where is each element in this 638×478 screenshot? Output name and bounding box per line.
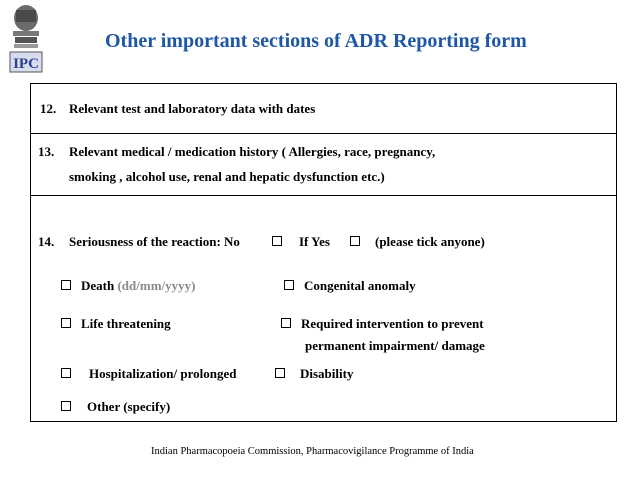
death-text: Death (81, 278, 115, 293)
life-threatening-checkbox[interactable] (61, 318, 71, 328)
required-intervention-line1: Required intervention to prevent (301, 316, 484, 331)
congenital-label: Congenital anomaly (304, 278, 416, 293)
section-14-row (31, 196, 616, 423)
congenital-checkbox[interactable] (284, 280, 294, 290)
hospitalization-checkbox[interactable] (61, 368, 71, 378)
death-label (81, 278, 195, 294)
section-13-row (31, 134, 616, 196)
death-date-format: (dd/mm/yyyy) (117, 278, 196, 293)
footer-text: Indian Pharmacopoeia Commission, Pharmacovigilance Programme of India (151, 446, 474, 457)
page-title: Other important sections of ADR Reporting form (105, 30, 527, 52)
svg-text:IPC: IPC (13, 56, 39, 72)
section-12-number: 12. (40, 101, 57, 116)
disability-checkbox[interactable] (275, 368, 285, 378)
required-intervention-checkbox[interactable] (281, 318, 291, 328)
death-checkbox[interactable] (61, 280, 71, 290)
other-label: Other (specify) (87, 399, 171, 414)
if-yes-label: If Yes (299, 234, 330, 249)
yes-checkbox[interactable] (350, 236, 360, 246)
ipc-logo (6, 2, 46, 76)
emblem-icon (6, 2, 46, 76)
section-12-row (31, 84, 616, 134)
tick-instruction: (please tick anyone) (375, 234, 485, 249)
life-threatening-label: Life threatening (81, 316, 171, 331)
other-checkbox[interactable] (61, 401, 71, 411)
hospitalization-label: Hospitalization/ prolonged (89, 366, 237, 381)
section-13-line1: Relevant medical / medication history ( Allergies, race, pregnancy, (69, 144, 436, 159)
section-13-line2: smoking , alcohol use, renal and hepatic dysfunction etc.) (69, 169, 385, 184)
section-14-number: 14. (38, 234, 55, 249)
seriousness-question: Seriousness of the reaction: No (69, 234, 240, 249)
no-checkbox[interactable] (272, 236, 282, 246)
required-intervention-line2: permanent impairment/ damage (305, 338, 485, 353)
section-12-label: Relevant test and laboratory data with dates (69, 101, 316, 116)
adr-form-table (30, 83, 617, 422)
disability-label: Disability (300, 366, 354, 381)
section-13-number: 13. (38, 144, 55, 159)
